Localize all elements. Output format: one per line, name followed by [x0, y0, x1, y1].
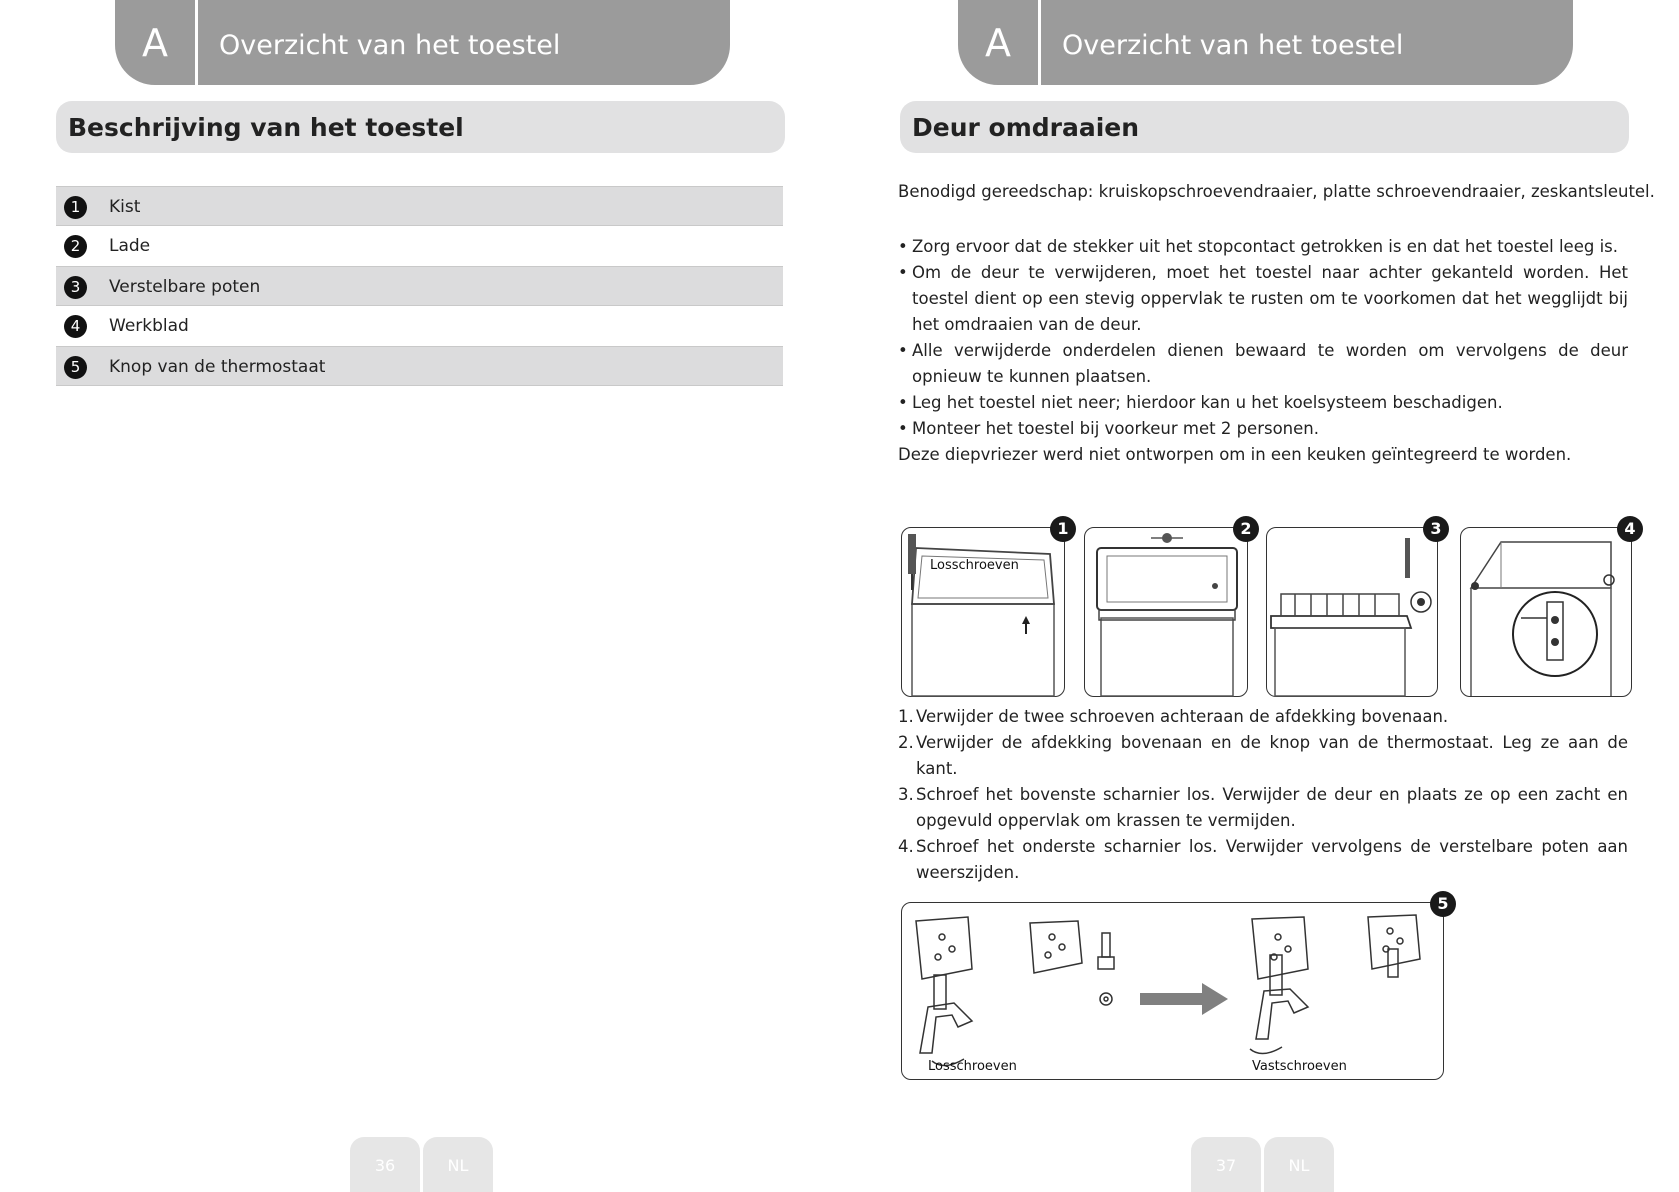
language-label: NL	[1264, 1137, 1334, 1192]
freezer-top-illustration	[902, 528, 1066, 698]
figure-caption-unscrew: Losschroeven	[928, 1059, 1017, 1074]
chapter-title: Overzicht van het toestel	[219, 30, 561, 61]
parts-list	[56, 186, 783, 386]
instructions-list	[898, 234, 1628, 468]
bullet-item: • Monteer het toestel bij voorkeur met 2 personen.	[898, 416, 1628, 442]
step-text: Verwijder de afdekking bovenaan en de knop van de thermostaat. Leg ze aan de kant.	[916, 733, 1628, 778]
bullet-item: • Om de deur te verwijderen, moet het toestel naar achter gekanteld worden. Het toestel dient op een stevig oppervlak te rusten om te voorkomen dat het wegglijdt bij het omdraaien van de deur.	[898, 260, 1628, 338]
page-number: 36	[350, 1137, 420, 1192]
step-item	[898, 834, 1628, 886]
chapter-letter: A	[985, 21, 1011, 65]
chapter-header-left	[115, 0, 730, 85]
adjustable-feet-illustration	[902, 903, 1445, 1081]
figure-caption-screw: Vastschroeven	[1252, 1059, 1347, 1074]
bullet-item: • Zorg ervoor dat de stekker uit het stopcontact getrokken is en dat het toestel leeg is.	[898, 234, 1628, 260]
tools-required-text: Benodigd gereedschap: kruiskopschroevendraaier, platte schroevendraaier, zeskantsleutel.	[898, 182, 1655, 201]
list-item	[56, 306, 783, 346]
figure-1-illustration	[901, 519, 1069, 697]
section-title-bar-right	[900, 101, 1629, 153]
step-item	[898, 782, 1628, 834]
step-number: 1.	[898, 707, 914, 726]
part-label: Knop van de thermostaat	[109, 357, 326, 377]
number-badge: 5	[64, 356, 87, 379]
figure-number-badge: 4	[1617, 516, 1643, 542]
number-badge: 2	[64, 235, 87, 258]
figure-2-illustration	[1084, 519, 1252, 697]
part-label: Verstelbare poten	[109, 277, 261, 297]
figure-4-illustration	[1460, 519, 1636, 697]
list-item	[56, 226, 783, 266]
figure-3-illustration	[1266, 519, 1442, 697]
step-number: 2.	[898, 733, 914, 752]
hinge-detail-illustration	[1461, 528, 1633, 698]
number-badge: 4	[64, 315, 87, 338]
number-badge: 3	[64, 276, 87, 299]
bullet-item: • Alle verwijderde onderdelen dienen bewaard te worden om vervolgens de deur opnieuw te kunnen plaatsen.	[898, 338, 1628, 390]
list-item	[56, 266, 783, 306]
figure-number-badge: 3	[1423, 516, 1449, 542]
chapter-header-right	[958, 0, 1573, 85]
language-label: NL	[423, 1137, 493, 1192]
lid-removal-illustration	[1085, 528, 1249, 698]
step-text: Schroef het onderste scharnier los. Verwijder vervolgens de verstelbare poten aan weerszijden.	[916, 837, 1628, 882]
hinge-unscrew-illustration	[1267, 528, 1439, 698]
part-label: Kist	[109, 197, 141, 217]
number-badge: 1	[64, 196, 87, 219]
section-title: Deur omdraaien	[912, 113, 1140, 142]
figure-number-badge: 1	[1050, 516, 1076, 542]
figure-number-badge: 5	[1430, 891, 1456, 917]
chapter-divider	[1038, 0, 1041, 85]
section-title: Beschrijving van het toestel	[68, 113, 464, 142]
figure-number-badge: 2	[1233, 516, 1259, 542]
chapter-divider	[195, 0, 198, 85]
chapter-letter: A	[142, 21, 168, 65]
step-text: Schroef het bovenste scharnier los. Verwijder de deur en plaats ze op een zacht en opgevuld oppervlak om krassen te vermijden.	[916, 785, 1628, 830]
note-text: Deze diepvriezer werd niet ontworpen om in een keuken geïntegreerd te worden.	[898, 445, 1572, 464]
bullet-item: • Leg het toestel niet neer; hierdoor kan u het koelsysteem beschadigen.	[898, 390, 1628, 416]
figure-caption: Losschroeven	[930, 558, 1019, 573]
list-item	[56, 346, 783, 386]
page-number: 37	[1191, 1137, 1261, 1192]
figure-5-illustration	[901, 894, 1449, 1080]
part-label: Lade	[109, 236, 151, 256]
step-text: Verwijder de twee schroeven achteraan de afdekking bovenaan.	[916, 707, 1449, 726]
chapter-title: Overzicht van het toestel	[1062, 30, 1404, 61]
step-item	[898, 730, 1628, 782]
step-number: 4.	[898, 837, 914, 856]
step-item	[898, 704, 1628, 730]
list-item	[56, 186, 783, 226]
step-number: 3.	[898, 785, 914, 804]
part-label: Werkblad	[109, 316, 189, 336]
steps-list	[898, 704, 1628, 886]
section-title-bar-left	[56, 101, 785, 153]
